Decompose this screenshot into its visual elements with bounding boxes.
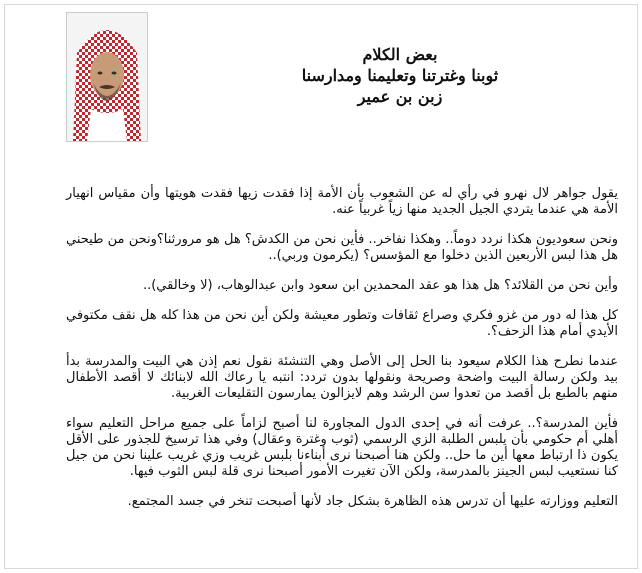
paragraph: التعليم ووزارته عليها أن تدرس هذه الظاهرة بشكل جاد لأنها أصبحت تنخر في جسد المجتمع. — [127, 494, 618, 509]
paragraph: يقول جواهر لال نهرو في رأي له عن الشعوب بأن الأمة إذا فقدت زيها فقدت هويتها وأن مقياس انهيار الأمة هي عندما يتردي الجيل الجديد منها زياً غربياً عنه. — [66, 186, 618, 217]
column-overline: بعض الكلام — [362, 45, 438, 64]
article-header — [200, 44, 600, 107]
article-body — [66, 186, 618, 524]
paragraph: كل هذا له دور من غزو فكري وصراع ثقافات وتطور معيشة ولكن أين نحن من هذا كله هل نقف مكتوفي الأيدي أمام هذا الزحف؟. — [66, 308, 618, 339]
author-photo — [66, 12, 148, 142]
author-portrait-icon — [67, 13, 147, 141]
paragraph: فأين المدرسة؟.. عرفت أنه في إحدى الدول المجاورة لنا أصبح لزاماً على جميع مراحل التعليم سواء أهلي أم حكومي بأن يلبس الطلبة الزي الرسمي (ثوب وغترة وعقال) وفي هذا ترسيخ للجذور على الأقل يكون ذا ارتباط معها أين ما حل.. ولكن هنا أصبحنا نرى أبناءنا بلبس غريب وزي غريب علينا نحن من جيل كنا نستعيب لبس الجينز بالمدرسة، ولكن الآن تغيرت الأمور أصبحنا نرى قلة لبس الثوب فيها. — [66, 416, 618, 479]
author-name: زبن بن عمير — [357, 87, 443, 106]
paragraph: عندما نطرح هذا الكلام سيعود بنا الحل إلى الأصل وهي التنشئة نقول نعم إذن هي البيت والمدرسة بدأ بيد ولكن رسالة البيت واضحة وصريحة ونقولها بدون تردد: انتبه يا رعاك الله لابنائك لا أقصد الأطفال منهم بالطبع بل أقصد من تعدوا سن الرشد وهم لايزالون يمارسون التقليعات الغربية. — [66, 354, 618, 401]
article-title: ثوبنا وغترتنا وتعليمنا ومدارسنا — [301, 66, 499, 85]
paragraph: وأين نحن من القلائد؟ هل هذا هو عقد المحمدين ابن سعود وابن عبدالوهاب، (لا وخالقي).. — [142, 278, 618, 293]
paragraph: ونحن سعوديون هكذا نردد دوماً.. وهكذا نفاخر.. فأين نحن من الكدش؟ هل هو مرورثنا؟ونحن من طيحني هل هذا لبس الأربعين الذين دخلوا مع المؤسس؟ (يكرمون وربي).. — [66, 232, 618, 263]
